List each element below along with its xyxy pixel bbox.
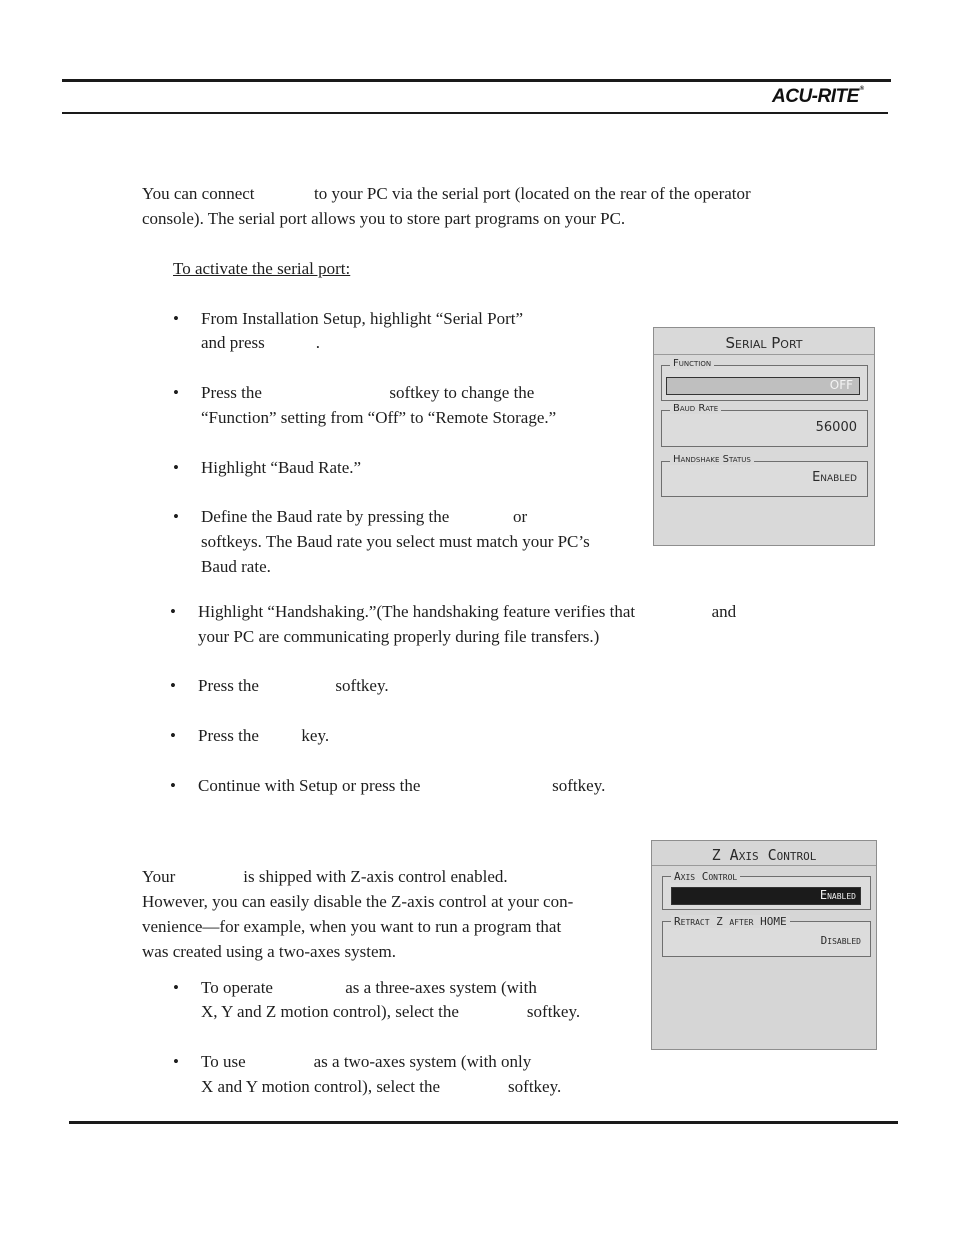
handshake-value[interactable]: Enabled: [812, 470, 857, 485]
zaxis-intro-line-4: was created using a two-axes system.: [142, 942, 396, 961]
function-group: [661, 358, 868, 401]
axis-control-group: [662, 870, 871, 910]
zaxis-intro-line-2: However, you can easily disable the Z-axis control at your con-: [142, 892, 574, 911]
handshake-label: Handshake Status: [670, 454, 754, 465]
axis-control-value: Enabled: [819, 888, 856, 902]
zaxis-step-1-line-1: To operate as a three-axes system (with: [201, 978, 537, 997]
step-2-line-2: “Function” setting from “Off” to “Remote Storage.”: [201, 408, 557, 427]
zaxis-intro-line-3: venience—for example, when you want to run a program that: [142, 917, 562, 936]
baud-rate-group: [661, 403, 868, 447]
step-4-line-1: Define the Baud rate by pressing the or: [201, 507, 528, 526]
bullet: •: [173, 978, 179, 997]
serial-intro-line-2: console). The serial port allows you to store part programs on your PC.: [142, 209, 626, 228]
handshake-group: [661, 454, 868, 497]
step-1-line-1: From Installation Setup, highlight “Serial Port”: [201, 309, 524, 328]
zaxis-step-2-line-2: X and Y motion control), select the softkey.: [201, 1077, 562, 1096]
axis-control-label: Axis Control: [671, 870, 740, 883]
step-1-line-2: and press .: [201, 333, 320, 352]
registered-mark: ®: [859, 86, 864, 92]
title-divider: [654, 354, 874, 355]
acu-rite-logo: [772, 86, 884, 110]
zaxis-step-1-line-2: X, Y and Z motion control), select the softkey.: [201, 1002, 581, 1021]
title-divider: [652, 865, 876, 866]
procedure-heading: To activate the serial port:: [173, 259, 351, 278]
step-6-line-1: Press the softkey.: [198, 676, 389, 695]
zaxis-step-2-line-1: To use as a two-axes system (with only: [201, 1052, 532, 1071]
bullet: •: [173, 309, 179, 328]
header-rule-top: [62, 79, 891, 82]
logo-text: ACU-RITE: [772, 86, 859, 107]
bullet: •: [173, 1052, 179, 1071]
step-2-line-1: Press the softkey to change the: [201, 383, 535, 402]
header-rule-bottom: [62, 112, 888, 114]
step-4-line-2: softkeys. The Baud rate you select must match your PC’s: [201, 532, 590, 551]
bullet: •: [170, 676, 176, 695]
step-4-line-3: Baud rate.: [201, 557, 271, 576]
step-5-line-2: your PC are communicating properly during file transfers.): [198, 627, 600, 646]
serial-port-screen: [653, 327, 875, 546]
z-axis-control-title: Z Axis Control: [711, 846, 817, 864]
bullet: •: [173, 458, 179, 477]
bullet: •: [170, 602, 176, 621]
retract-z-label: Retract Z after HOME: [671, 915, 790, 928]
step-7-line-1: Press the key.: [198, 726, 330, 745]
footer-rule: [69, 1121, 898, 1124]
serial-intro-line-1: You can connect to your PC via the serial port (located on the rear of the operator: [142, 184, 751, 203]
function-label: Function: [670, 358, 714, 369]
serial-port-title: Serial Port: [725, 334, 803, 352]
bullet: •: [173, 383, 179, 402]
bullet: •: [170, 726, 176, 745]
step-8-line-1: Continue with Setup or press the softkey.: [198, 776, 606, 795]
bullet: •: [170, 776, 176, 795]
bullet: •: [173, 507, 179, 526]
function-value: OFF: [829, 378, 853, 392]
zaxis-intro-line-1: Your is shipped with Z-axis control enabled.: [142, 867, 508, 886]
axis-control-field[interactable]: [671, 887, 861, 905]
step-5-line-1: Highlight “Handshaking.”(The handshaking feature verifies that and: [198, 602, 737, 621]
retract-z-group: [662, 915, 871, 957]
retract-z-value[interactable]: Disabled: [820, 934, 861, 947]
function-field[interactable]: [666, 377, 860, 395]
baud-rate-value[interactable]: 56000: [815, 420, 857, 435]
step-3-line-1: Highlight “Baud Rate.”: [201, 458, 362, 477]
baud-rate-label: Baud Rate: [670, 403, 721, 414]
z-axis-control-screen: [651, 840, 877, 1050]
